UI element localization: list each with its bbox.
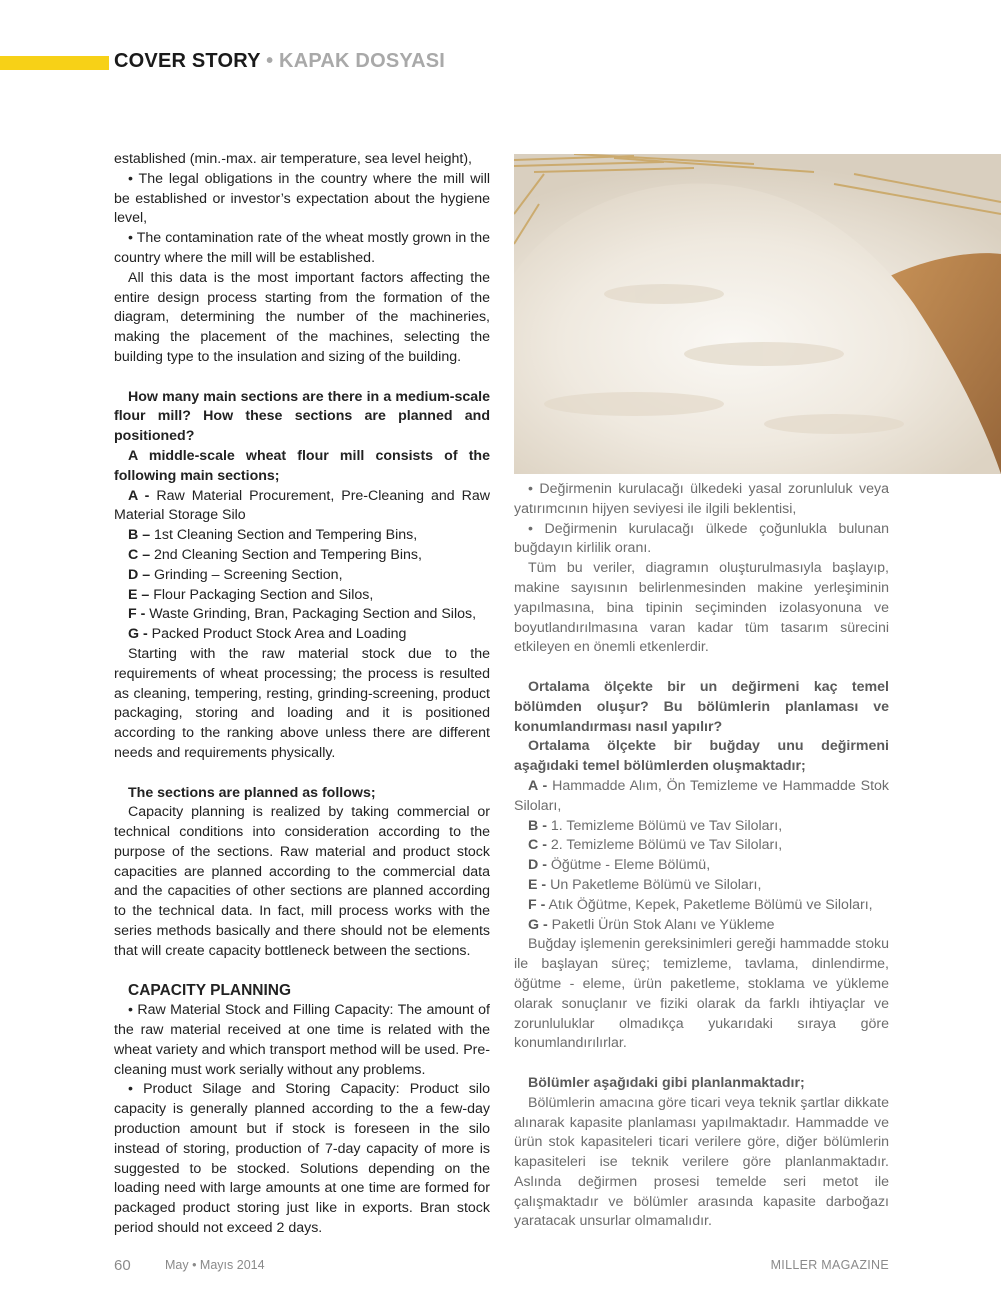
question-heading: How many main sections are there in a medium-scale flour mill? How these sections are planned and positioned? xyxy=(114,388,490,445)
section-list-item: F - Waste Grinding, Bran, Packaging Section and Silos, xyxy=(128,606,477,623)
question-heading: Ortalama ölçekte bir un değirmeni kaç temel bölümden oluşur? Bu bölümlerin planlaması ve konumlandırması nasıl yapılır? xyxy=(514,678,889,735)
subheading: Bölümler aşağıdaki gibi planlanmaktadır; xyxy=(528,1074,805,1091)
page-number: 60 xyxy=(114,1257,131,1274)
section-list-item: E - Un Paketleme Bölümü ve Siloları, xyxy=(528,876,762,893)
flour-photo xyxy=(514,154,1001,474)
bullet-item: • The legal obligations in the country where the mill will be established or investor’s expectation about the hygiene level, xyxy=(114,170,490,227)
paragraph: All this data is the most important factors affecting the entire design process starting from the formation of the diagram, determining the number of the machineries, making the placement of the machines, selecting the building type to the insulation and sizing of the building. xyxy=(114,269,490,365)
english-column xyxy=(114,150,490,1239)
section-list-item: C - 2. Temizleme Bölümü ve Tav Siloları, xyxy=(528,837,783,854)
section-list-item: G - Paketli Ürün Stok Alanı ve Yükleme xyxy=(528,916,775,933)
issue-date: May • Mayıs 2014 xyxy=(165,1258,265,1272)
section-list-item: E – Flour Packaging Section and Silos, xyxy=(128,586,374,603)
flour-illustration xyxy=(514,154,1001,474)
turkish-column xyxy=(514,480,889,1232)
answer-heading: Ortalama ölçekte bir buğday unu değirmeni aşağıdaki temel bölümlerden oluşmaktadır; xyxy=(514,738,889,775)
section-list-item: B - 1. Temizleme Bölümü ve Tav Siloları, xyxy=(528,817,783,834)
section-list-item: D - Öğütme - Eleme Bölümü, xyxy=(528,857,711,874)
header-accent-bar xyxy=(0,56,109,70)
section-list-item: C – 2nd Cleaning Section and Tempering Bins, xyxy=(128,546,422,563)
subheading: The sections are planned as follows; xyxy=(128,784,376,801)
section-title-tr: KAPAK DOSYASI xyxy=(279,50,446,72)
paragraph: Starting with the raw material stock due to the requirements of wheat processing; the process is resulted as cleaning, tempering, resting, grinding-screening, product packaging, storing and loading and it is positioned according to the ranking above unless there are different needs and requirements physically. xyxy=(114,645,490,761)
section-list-item: B – 1st Cleaning Section and Tempering Bins, xyxy=(128,527,418,544)
paragraph: Buğday işlemenin gereksinimleri gereği hammadde stoku ile başlayan süreç; temizleme, tavlama, dinlendirme, öğütme - eleme, ürün paketleme, stoklama ve yükleme olarak sonuçlanır ve fiziki olarak da farklı ihtiyaçlar ve zorunluluklar olmadıkça yukarıdaki sıraya göre konumlandırılırlar. xyxy=(514,936,889,1052)
bullet-item: • Raw Material Stock and Filling Capacity: The amount of the raw material received at one time is related with the wheat variety and which transport method will be used. Pre-cleaning must work serially without any problems. xyxy=(114,1002,490,1078)
bullet-item: • Değirmenin kurulacağı ülkedeki yasal zorunluluk veya yatırımcının hijyen seviyesi ile ilgili beklentisi, xyxy=(514,481,889,517)
paragraph: established (min.-max. air temperature, sea level height), xyxy=(114,151,472,167)
bullet-item: • Değirmenin kurulacağı ülkede çoğunlukla bulunan buğdayın kirlilik oranı. xyxy=(514,520,889,557)
section-list-item: A - Hammadde Alım, Ön Temizleme ve Hammadde Stok Siloları, xyxy=(514,777,889,814)
section-header xyxy=(114,50,445,73)
section-list-item: G - Packed Product Stock Area and Loading xyxy=(128,626,407,643)
section-list-item: A - Raw Material Procurement, Pre-Cleaning and Raw Material Storage Silo xyxy=(114,487,490,524)
capacity-planning-heading: CAPACITY PLANNING xyxy=(128,982,292,1000)
section-list-item: F - Atık Öğütme, Kepek, Paketleme Bölümü ve Siloları, xyxy=(528,896,873,913)
paragraph: Tüm bu veriler, diagramın oluşturulmasıyla başlayıp, makine sayısının belirlenmesinden makine yerleşiminin yapılmasına, bina tipinin seçiminden izolasyonuna ve boyutlandırılmasına varan kadar tüm tasarım sürecini etkileyen en önemli etkenlerdir. xyxy=(514,560,889,656)
answer-heading: A middle-scale wheat flour mill consists of the following main sections; xyxy=(114,447,490,484)
bullet-item: • Product Silage and Storing Capacity: Product silo capacity is generally planned according to the a few-day production amount but if stock is foreseen in the silo instead of storing, production of 7-day capacity of more is suggested to be stocked. Solutions depending on the loading need with large amounts at one time are formed for packaged product storing just like in exports. Bran stock period should not exceed 2 days. xyxy=(114,1081,490,1237)
magazine-name: MILLER MAGAZINE xyxy=(770,1258,889,1272)
bullet-item: • The contamination rate of the wheat mostly grown in the country where the mill will be established. xyxy=(114,230,490,266)
header-separator: • xyxy=(266,50,274,72)
paragraph: Capacity planning is realized by taking commercial or technical conditions into consideration according to the purpose of the sections. Raw material and product stock capacities are planned according to the commercial data and the capacities of other sections are planned according to the technical data. In fact, mill process works with the series methods basically and there should not be elements that will create capacity bottleneck between the sections. xyxy=(114,804,490,959)
section-list-item: D – Grinding – Screening Section, xyxy=(128,566,343,583)
paragraph: Bölümlerin amacına göre ticari veya teknik şartlar dikkate alınarak kapasite planlaması yapılmaktadır. Hammadde ve ürün stok kapasiteleri ticari verilere göre, diğer bölümlerin kapasiteleri ise teknik verilere göre planlanmaktadır. Aslında değirmen prosesi temelde seri metot ile çalışmaktadır ve bölümler arasında kapasite darboğazı yaratacak unsurlar olmamalıdır. xyxy=(514,1094,889,1230)
section-title: COVER STORY xyxy=(114,50,261,72)
